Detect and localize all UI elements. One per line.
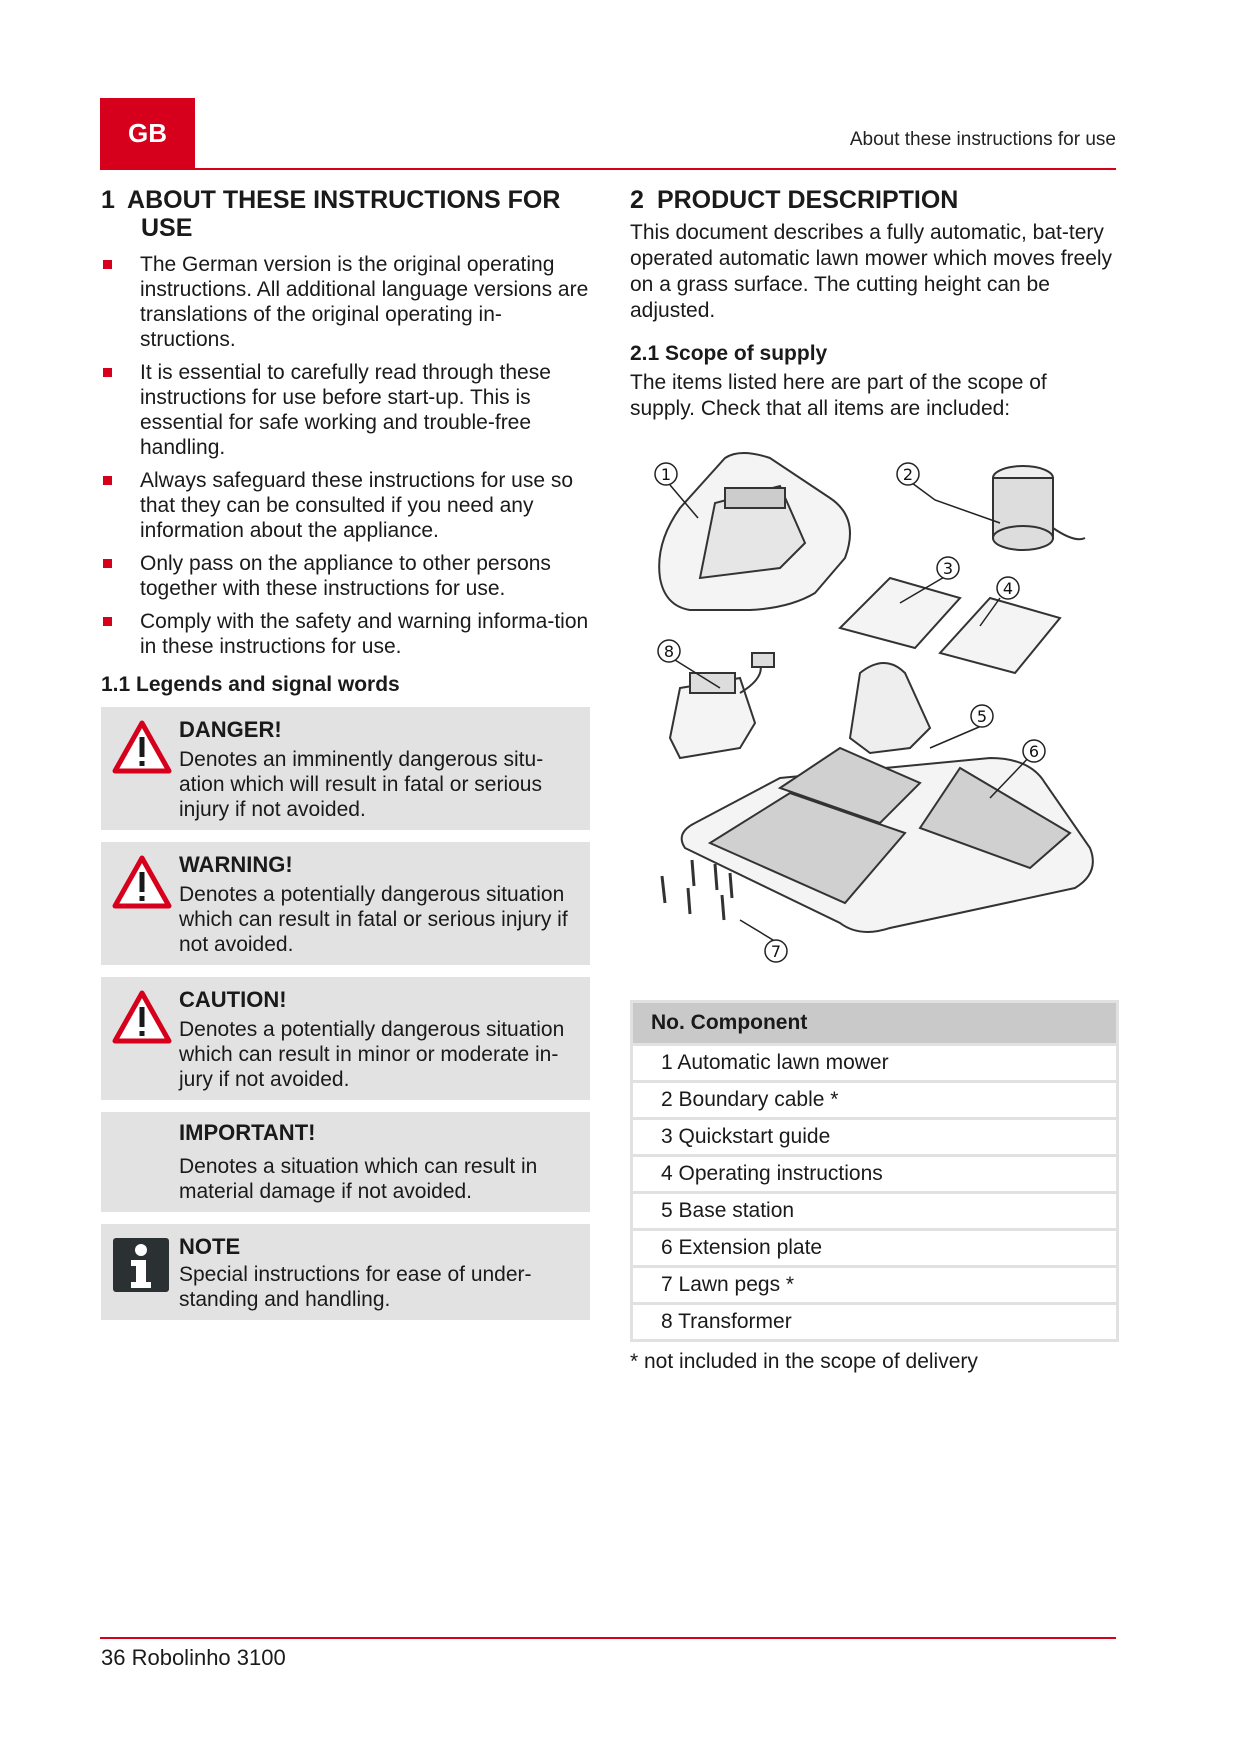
table-row (632, 1193, 1118, 1230)
bullet-item: Comply with the safety and warning informa-tion in these instructions for use. (101, 609, 591, 659)
signal-description: Denotes a situation which can result in material damage if not avoided. (179, 1155, 538, 1203)
instruction-bullets (101, 252, 591, 659)
signal-description: Special instructions for ease of under-standing and handling. (179, 1263, 532, 1311)
header-divider (100, 168, 1116, 170)
product-intro: This document describes a fully automatic, bat-tery operated automatic lawn mower which moves freely on a grass surface. The cutting height can be adjusted. (630, 221, 1113, 322)
page-footer: 36 Robolinho 3100 (101, 1645, 286, 1670)
signal-description: Denotes an imminently dangerous situ-ation which will result in fatal or serious injury if not avoided. (179, 748, 544, 821)
bullet-square-icon (103, 260, 112, 269)
table-row (632, 1082, 1118, 1119)
callout-8: 8 (663, 642, 675, 661)
signal-title: DANGER! (179, 717, 282, 742)
table-row (632, 1156, 1118, 1193)
table-cell: 2 Boundary cable * (632, 1082, 1118, 1119)
caution-box (101, 977, 590, 1100)
table-cell: 3 Quickstart guide (632, 1119, 1118, 1156)
signal-title: WARNING! (179, 852, 293, 877)
callout-4: 4 (1002, 579, 1014, 598)
callout-7: 7 (770, 942, 782, 961)
bullet-square-icon (103, 476, 112, 485)
subsection-1-1-heading: 1.1 Legends and signal words (101, 673, 400, 696)
warning-triangle-icon (111, 719, 173, 777)
transformer-drawing (670, 653, 774, 758)
table-row (632, 1304, 1118, 1341)
section-1-title-line2: USE (141, 214, 193, 242)
info-icon (111, 1236, 173, 1294)
table-header: No. Component (632, 1002, 1118, 1045)
footer-divider (100, 1637, 1116, 1639)
section-1-title-line1: ABOUT THESE INSTRUCTIONS FOR (127, 186, 561, 214)
base-station-drawing (850, 663, 930, 753)
signal-title: NOTE (179, 1234, 241, 1259)
scope-of-supply-illustration (630, 448, 1116, 998)
table-row (632, 1267, 1118, 1304)
section-2-title: PRODUCT DESCRIPTION (656, 186, 959, 214)
callout-2: 2 (902, 465, 914, 484)
language-tab: GB (100, 98, 195, 168)
table-cell: 5 Base station (632, 1193, 1118, 1230)
table-cell: 4 Operating instructions (632, 1156, 1118, 1193)
section-2-number: 2 (630, 186, 644, 214)
component-table (630, 1000, 1119, 1342)
bullet-item: It is essential to carefully read through these instructions for use before start-up. This is essential for safe working and trouble-free handling. (101, 360, 591, 460)
warning-box (101, 842, 590, 965)
scope-of-supply-figure (630, 448, 1116, 998)
important-box (101, 1112, 590, 1212)
warning-triangle-icon (111, 989, 173, 1047)
callout-1: 1 (660, 465, 672, 484)
right-column (630, 186, 1116, 1374)
bullet-square-icon (103, 368, 112, 377)
section-1-heading (101, 186, 591, 242)
callout-5: 5 (976, 707, 988, 726)
section-1-number: 1 (101, 186, 115, 214)
table-cell: 1 Automatic lawn mower (632, 1045, 1118, 1082)
boundary-cable-drawing (993, 466, 1085, 550)
signal-title: CAUTION! (179, 987, 287, 1012)
bullet-item: Only pass on the appliance to other persons together with these instructions for use. (101, 551, 591, 601)
table-row (632, 1045, 1118, 1082)
lawn-pegs-drawing (662, 860, 732, 920)
running-header: About these instructions for use (849, 129, 1116, 150)
warning-triangle-icon (111, 854, 173, 912)
note-box (101, 1224, 590, 1320)
table-header-row (632, 1002, 1118, 1045)
quickstart-guide-drawing (840, 578, 960, 648)
bullet-square-icon (103, 617, 112, 626)
operating-instructions-drawing (940, 598, 1060, 673)
table-row (632, 1230, 1118, 1267)
bullet-item: Always safeguard these instructions for use so that they can be consulted if you need any information about the appliance. (101, 468, 591, 543)
bullet-square-icon (103, 559, 112, 568)
table-cell: 6 Extension plate (632, 1230, 1118, 1267)
table-cell: 7 Lawn pegs * (632, 1267, 1118, 1304)
signal-title: IMPORTANT! (179, 1120, 316, 1145)
table-row (632, 1119, 1118, 1156)
signal-description: Denotes a potentially dangerous situation which can result in fatal or serious injury if not avoided. (179, 883, 568, 956)
scope-text: The items listed here are part of the scope of supply. Check that all items are included: (630, 371, 1047, 420)
left-column (101, 186, 591, 1332)
callout-3: 3 (942, 559, 954, 578)
signal-description: Denotes a potentially dangerous situation which can result in minor or moderate in-jury if not avoided. (179, 1018, 565, 1091)
bullet-item: The German version is the original operating instructions. All additional language versions are translations of the original operating in-structions. (101, 252, 591, 352)
table-cell: 8 Transformer (632, 1304, 1118, 1341)
subsection-2-1-heading: 2.1 Scope of supply (630, 342, 828, 365)
section-2-heading (630, 186, 1116, 214)
danger-box (101, 707, 590, 830)
table-footnote: * not included in the scope of delivery (630, 1350, 978, 1373)
callout-6: 6 (1028, 742, 1040, 761)
